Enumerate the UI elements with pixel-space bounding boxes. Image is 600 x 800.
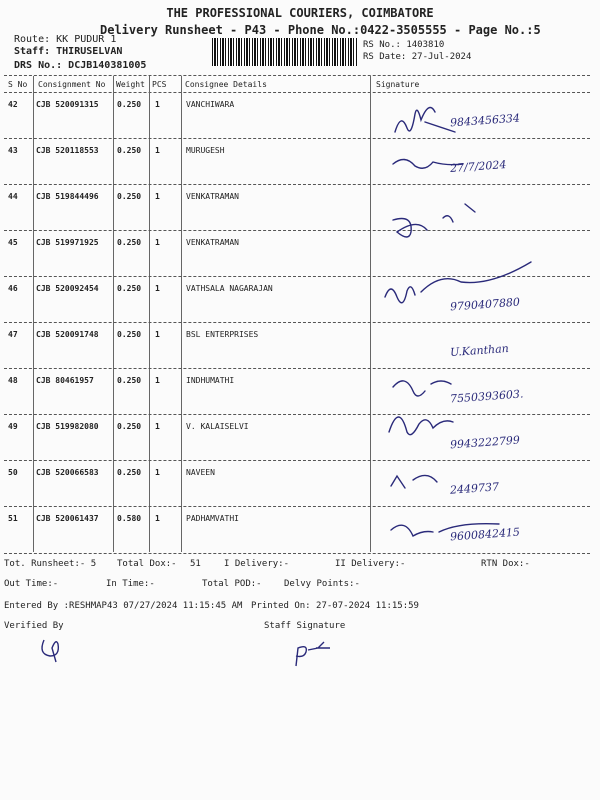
signature-handwriting: 27/7/2024 <box>449 158 507 175</box>
cell-weight: 0.250 <box>117 284 142 293</box>
cell-sno: 44 <box>8 192 18 201</box>
cell-weight: 0.250 <box>117 146 142 155</box>
cell-sno: 48 <box>8 376 18 385</box>
entered-by: Entered By :RESHMAP43 07/27/2024 11:15:45 AM <box>4 601 243 611</box>
cell-weight: 0.250 <box>117 100 142 109</box>
staff-label: Staff: THIRUSELVAN <box>14 46 123 57</box>
cell-consignment: CJB 520091315 <box>36 100 99 109</box>
signature-handwriting: 7550393603. <box>449 387 524 406</box>
signature-scribble <box>389 417 453 435</box>
cell-sno: 50 <box>8 468 18 477</box>
cell-pcs: 1 <box>155 238 160 247</box>
cell-consignee: V. KALAISELVI <box>186 422 249 431</box>
col-header-sno: S No <box>8 80 28 89</box>
cell-consignee: PADHAMVATHI <box>186 514 239 523</box>
drs-number: DRS No.: DCJB140381005 <box>14 60 147 71</box>
cell-consignment: CJB 80461957 <box>36 376 94 385</box>
col-divider <box>113 76 114 552</box>
cell-weight: 0.250 <box>117 192 142 201</box>
tot-runsheet: Tot. Runsheet:- 5 <box>4 559 97 569</box>
cell-pcs: 1 <box>155 330 160 339</box>
cell-consignee: VANCHIWARA <box>186 100 235 109</box>
signature-handwriting: 9843456334 <box>449 111 521 130</box>
rtn-dox: RTN Dox:- <box>481 559 530 569</box>
cell-consignment: CJB 520091748 <box>36 330 99 339</box>
cell-weight: 0.250 <box>117 468 142 477</box>
cell-sno: 43 <box>8 146 18 155</box>
cell-consignee: MURUGESH <box>186 146 225 155</box>
signature-handwriting: 2449737 <box>449 480 500 497</box>
cell-weight: 0.250 <box>117 376 142 385</box>
col-header-pcs: PCS <box>152 80 167 89</box>
cell-pcs: 1 <box>155 468 160 477</box>
route-label: Route: KK PUDUR 1 <box>14 34 117 45</box>
out-time: Out Time:- <box>4 579 59 589</box>
cell-consignment: CJB 519982080 <box>36 422 99 431</box>
col-header-consignee: Consignee Details <box>185 80 267 89</box>
signature-handwriting: 9600842415 <box>449 525 521 544</box>
table-top-rule <box>4 75 590 76</box>
ii-delivery: II Delivery:- <box>335 559 406 569</box>
signature-scribble <box>395 108 455 133</box>
in-time: In Time:- <box>106 579 155 589</box>
cell-pcs: 1 <box>155 422 160 431</box>
cell-weight: 0.580 <box>117 514 142 523</box>
cell-pcs: 1 <box>155 284 160 293</box>
cell-pcs: 1 <box>155 514 160 523</box>
cell-sno: 47 <box>8 330 18 339</box>
runsheet-subtitle: Delivery Runsheet - P43 - Phone No.:0422-3505555 - Page No.:5 <box>100 23 541 37</box>
signature-handwriting: U.Kanthan <box>449 341 510 360</box>
cell-consignee: NAVEEN <box>186 468 215 477</box>
cell-pcs: 1 <box>155 146 160 155</box>
cell-consignment: CJB 519844496 <box>36 192 99 201</box>
cell-sno: 49 <box>8 422 18 431</box>
signature-handwriting: 9943222799 <box>449 433 521 452</box>
cell-weight: 0.250 <box>117 238 142 247</box>
cell-consignment: CJB 520066583 <box>36 468 99 477</box>
total-dox-label: Total Dox:- <box>117 559 177 569</box>
col-header-signature: Signature <box>376 80 420 89</box>
col-divider <box>181 76 182 552</box>
rs-number: RS No.: 1403810 <box>363 40 445 50</box>
signature-scribble <box>391 475 437 488</box>
summary-rule <box>4 553 590 554</box>
col-divider <box>370 76 371 552</box>
cell-consignee: INDHUMATHI <box>186 376 235 385</box>
total-dox-value: 51 <box>190 559 201 569</box>
cell-sno: 42 <box>8 100 18 109</box>
signature-scribble <box>393 381 451 396</box>
company-title: THE PROFESSIONAL COURIERS, COIMBATORE <box>166 6 434 20</box>
cell-pcs: 1 <box>155 192 160 201</box>
cell-pcs: 1 <box>155 100 160 109</box>
signature-scribble <box>393 204 475 237</box>
printed-on: Printed On: 27-07-2024 11:15:59 <box>251 601 419 611</box>
verified-by-label: Verified By <box>4 621 64 631</box>
delvy-points: Delvy Points:- <box>284 579 360 589</box>
rs-date: RS Date: 27-Jul-2024 <box>363 52 472 62</box>
col-divider <box>149 76 150 552</box>
col-divider <box>33 76 34 552</box>
cell-consignment: CJB 520118553 <box>36 146 99 155</box>
col-header-consignment: Consignment No <box>38 80 106 89</box>
cell-consignee: VATHSALA NAGARAJAN <box>186 284 273 293</box>
cell-weight: 0.250 <box>117 330 142 339</box>
cell-consignment: CJB 520092454 <box>36 284 99 293</box>
cell-consignee: VENKATRAMAN <box>186 238 239 247</box>
staff-signature-label: Staff Signature <box>264 621 346 631</box>
cell-pcs: 1 <box>155 376 160 385</box>
cell-consignment: CJB 520061437 <box>36 514 99 523</box>
staff-signature <box>290 640 340 670</box>
cell-weight: 0.250 <box>117 422 142 431</box>
col-header-weight: Weight <box>116 80 145 89</box>
cell-sno: 45 <box>8 238 18 247</box>
signature-handwriting: 9790407880 <box>449 295 521 314</box>
cell-consignee: VENKATRAMAN <box>186 192 239 201</box>
barcode <box>212 38 358 66</box>
i-delivery: I Delivery:- <box>224 559 290 569</box>
cell-consignment: CJB 519971925 <box>36 238 99 247</box>
cell-sno: 46 <box>8 284 18 293</box>
cell-consignee: BSL ENTERPRISES <box>186 330 259 339</box>
cell-sno: 51 <box>8 514 18 523</box>
total-pod: Total POD:- <box>202 579 262 589</box>
verifier-signature <box>38 636 68 666</box>
